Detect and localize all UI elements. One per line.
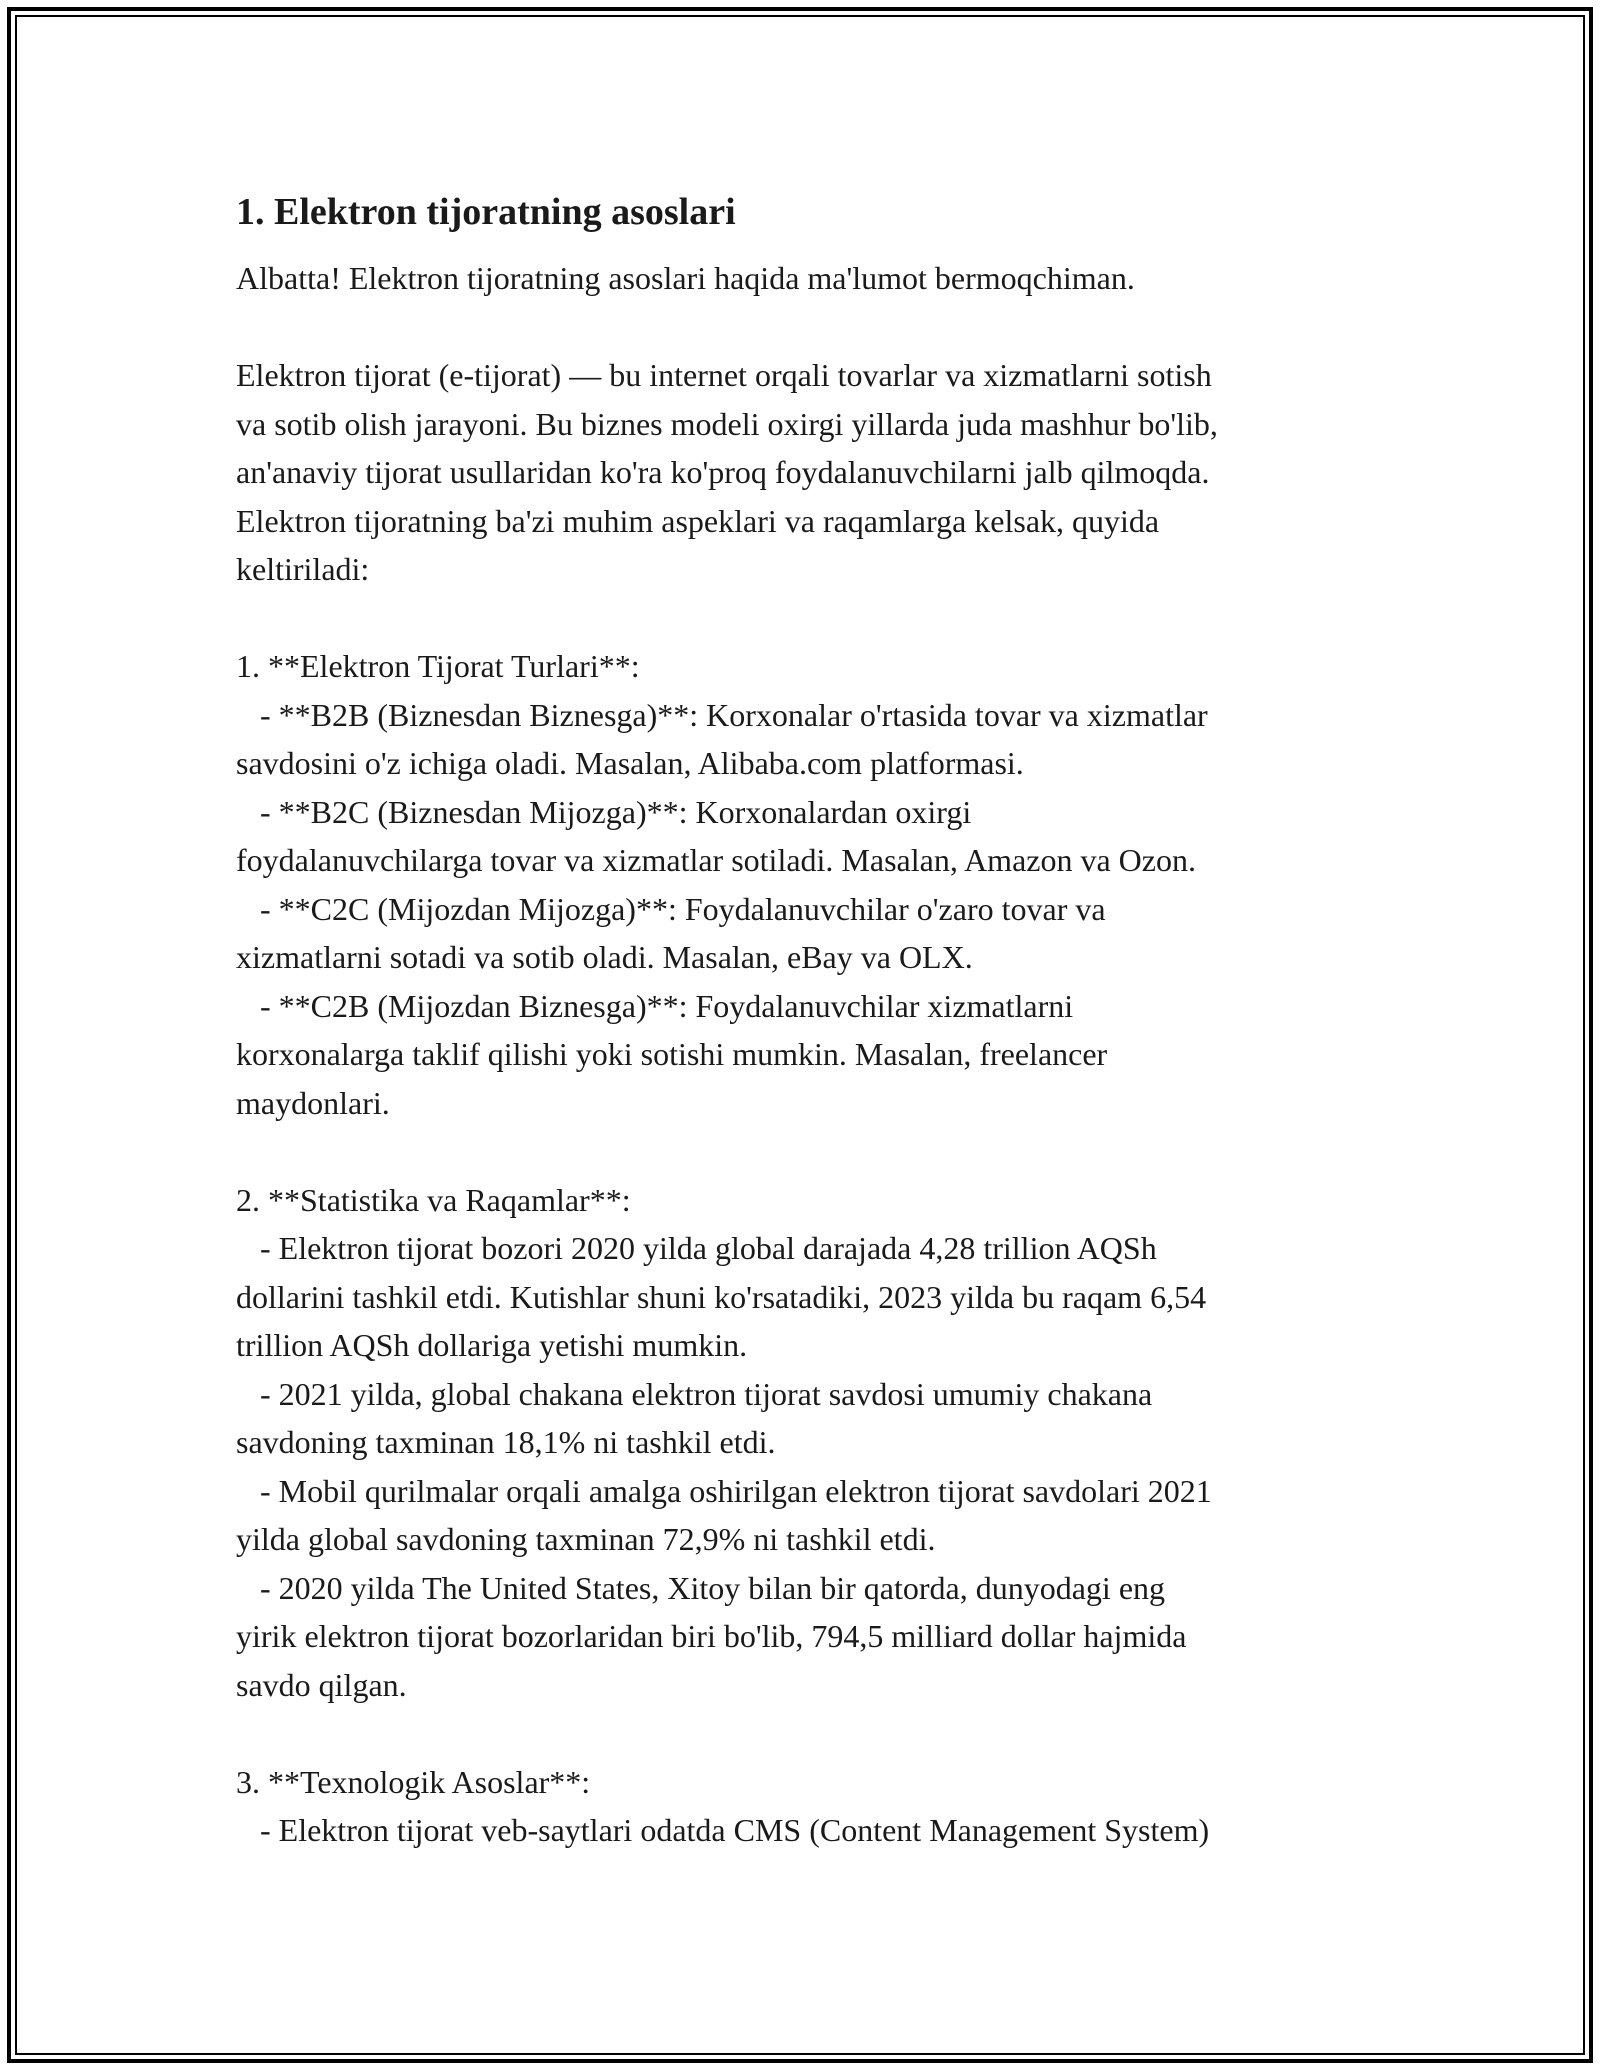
text-line: keltiriladi: [236,551,370,587]
text-line: - **B2B (Biznesdan Biznesga)**: Korxonalar o'rtasida tovar va xizmatlar [236,696,1208,733]
text-line: - **B2C (Biznesdan Mijozga)**: Korxonalardan oxirgi [236,793,972,830]
text-line: Elektron tijorat (e-tijorat) — bu internet orqali tovarlar va xizmatlarni sotish [236,357,1212,393]
text-line: savdoning taxminan 18,1% ni tashkil etdi. [236,1424,776,1460]
text-line: - Elektron tijorat bozori 2020 yilda global darajada 4,28 trillion AQSh [236,1230,1157,1266]
text-line: - Elektron tijorat veb-saytlari odatda CMS (Content Management System) [236,1812,1210,1848]
text-line: foydalanuvchilarga tovar va xizmatlar sotiladi. Masalan, Amazon va Ozon. [236,842,1196,878]
text-line: dollarini tashkil etdi. Kutishlar shuni ko'rsatadiki, 2023 yilda bu raqam 6,54 [236,1278,1207,1315]
text-line: va sotib olish jarayoni. Bu biznes modeli oxirgi yillarda juda mashhur bo'lib, [236,405,1218,442]
text-line: yilda global savdoning taxminan 72,9% ni tashkil etdi. [236,1521,936,1557]
text-line: - 2020 yilda The United States, Xitoy bilan bir qatorda, dunyodagi eng [236,1569,1166,1606]
document-page [236,184,1396,1855]
text-line: 1. **Elektron Tijorat Turlari**: [236,648,640,684]
text-line: Albatta! Elektron tijoratning asoslari haqida ma'lumot bermoqchiman. [236,260,1135,296]
text-line: maydonlari. [236,1084,390,1121]
text-line: korxonalarga taklif qilishi yoki sotishi mumkin. Masalan, freelancer [236,1036,1108,1072]
text-line: trillion AQSh dollariga yetishi mumkin. [236,1327,748,1363]
document-body [236,254,1396,1855]
text-line: xizmatlarni sotadi va sotib oladi. Masalan, eBay va OLX. [236,939,973,975]
text-line: 3. **Texnologik Asoslar**: [236,1763,591,1800]
document-title: 1. Elektron tijoratning asoslari [236,191,736,233]
text-line: yirik elektron tijorat bozorlaridan biri bo'lib, 794,5 milliard dollar hajmida [236,1618,1187,1654]
text-line: - **C2C (Mijozdan Mijozga)**: Foydalanuvchilar o'zaro tovar va [236,890,1106,927]
text-line: - **C2B (Mijozdan Biznesga)**: Foydalanuvchilar xizmatlarni [236,987,1074,1024]
text-line [236,594,1396,643]
text-line: 2. **Statistika va Raqamlar**: [236,1181,631,1218]
text-line: savdosini o'z ichiga oladi. Masalan, Alibaba.com platformasi. [236,745,1024,781]
text-line [236,303,1396,352]
text-line: an'anaviy tijorat usullaridan ko'ra ko'proq foydalanuvchilarni jalb qilmoqda. [236,454,1210,490]
text-line: - 2021 yilda, global chakana elektron tijorat savdosi umumiy chakana [236,1375,1153,1412]
text-line [236,1127,1396,1176]
text-line: - Mobil qurilmalar orqali amalga oshirilgan elektron tijorat savdolari 2021 [236,1472,1212,1509]
text-line [236,1709,1396,1758]
text-line: Elektron tijoratning ba'zi muhim aspeklari va raqamlarga kelsak, quyida [236,502,1160,539]
text-line: savdo qilgan. [236,1666,407,1703]
